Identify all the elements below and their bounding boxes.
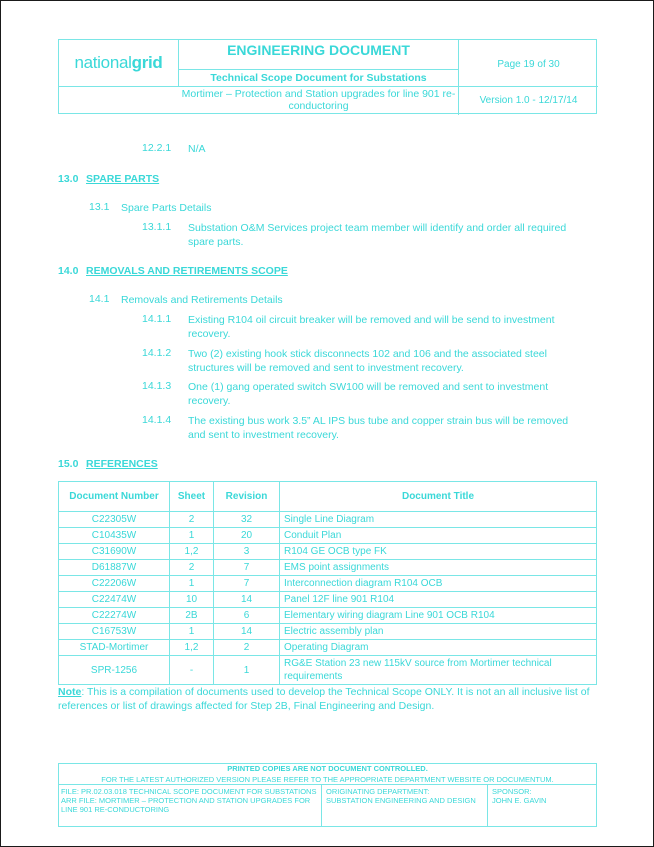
document-title-cell: Conduit Plan <box>280 528 597 544</box>
sheet-cell: 1 <box>170 576 214 592</box>
national-grid-logo <box>59 40 179 87</box>
document-version: Version 1.0 - 12/17/14 <box>458 87 598 115</box>
document-subtitle: Technical Scope Document for Substations <box>179 70 458 87</box>
revision-cell: 14 <box>214 592 280 608</box>
document-number-cell: C22474W <box>59 592 170 608</box>
footer-arr-file: ARR FILE: MORTIMER – PROTECTION AND STATION UPGRADES FOR LINE 901 RE-CONDUCTORING <box>61 796 311 814</box>
column-header-revision: Revision <box>214 482 280 512</box>
revision-cell: 7 <box>214 560 280 576</box>
header-empty-cell <box>59 87 179 115</box>
revision-cell: 6 <box>214 608 280 624</box>
item-number: 14.1.1 <box>142 313 172 325</box>
revision-cell: 3 <box>214 544 280 560</box>
table-row <box>59 640 597 656</box>
sheet-cell: - <box>170 656 214 685</box>
document-number-cell: C22206W <box>59 576 170 592</box>
document-number-cell: C31690W <box>59 544 170 560</box>
section-number: 14.0 <box>58 265 79 277</box>
item-text: Substation O&M Services project team member will identify and order all required spare parts. <box>188 222 567 248</box>
sheet-cell: 1,2 <box>170 544 214 560</box>
revision-cell: 14 <box>214 624 280 640</box>
logo-suffix: grid <box>131 53 163 72</box>
document-title-cell: EMS point assignments <box>280 560 597 576</box>
item-number: 14.1.4 <box>142 414 172 426</box>
section-number: 15.0 <box>58 458 79 470</box>
item-text: The existing bus work 3.5” AL IPS bus tube and copper strain bus will be removed and sent to investment recovery. <box>188 415 569 441</box>
table-row <box>59 512 597 528</box>
section-number: 13.0 <box>58 173 79 185</box>
logo-prefix: national <box>74 53 132 72</box>
subsection-number: 14.1 <box>89 293 110 305</box>
document-title-cell: Electric assembly plan <box>280 624 597 640</box>
item-number: 14.1.2 <box>142 347 172 359</box>
footer-sponsor-value: JOHN E. GAVIN <box>492 796 547 805</box>
item-text: Existing R104 oil circuit breaker will be removed and will be send to investment recovery. <box>188 314 555 340</box>
table-row <box>59 560 597 576</box>
document-title-cell: Operating Diagram <box>280 640 597 656</box>
table-row <box>59 592 597 608</box>
table-row <box>59 656 597 685</box>
item-text: One (1) gang operated switch SW100 will be removed and sent to investment recovery. <box>188 381 549 407</box>
sheet-cell: 1 <box>170 624 214 640</box>
footer-sponsor-label: SPONSOR: <box>492 787 532 796</box>
revision-cell: 2 <box>214 640 280 656</box>
sheet-cell: 2B <box>170 608 214 624</box>
sheet-cell: 2 <box>170 512 214 528</box>
table-row <box>59 624 597 640</box>
footer-sponsor-cell <box>487 785 596 826</box>
section-heading-references <box>58 457 158 471</box>
document-number-cell: SPR-1256 <box>59 656 170 685</box>
document-number-cell: STAD-Mortimer <box>59 640 170 656</box>
section-heading-spare-parts <box>58 172 159 186</box>
sheet-cell: 1 <box>170 528 214 544</box>
document-number-cell: C22274W <box>59 608 170 624</box>
document-title-cell: RG&E Station 23 new 115kV source from Mortimer technical requirements <box>280 656 597 685</box>
footer-department-label: ORIGINATING DEPARTMENT: <box>326 787 430 796</box>
item-text: N/A <box>188 143 206 155</box>
subsection-title: Removals and Retirements Details <box>121 294 283 306</box>
document-title-cell: Elementary wiring diagram Line 901 OCB R104 <box>280 608 597 624</box>
document-number-cell: C16753W <box>59 624 170 640</box>
column-header-document-number: Document Number <box>59 482 170 512</box>
revision-cell: 32 <box>214 512 280 528</box>
column-header-document-title: Document Title <box>280 482 597 512</box>
item-text: Two (2) existing hook stick disconnects 102 and 106 and the associated steel structures will be removed and sent to investment recovery. <box>188 348 547 374</box>
table-row <box>59 608 597 624</box>
document-title: ENGINEERING DOCUMENT <box>179 40 458 70</box>
sheet-cell: 1,2 <box>170 640 214 656</box>
sheet-cell: 2 <box>170 560 214 576</box>
note-label: Note <box>58 686 82 698</box>
revision-cell: 1 <box>214 656 280 685</box>
document-header <box>58 39 597 114</box>
table-header-row <box>59 482 597 512</box>
section-title: REFERENCES <box>86 458 158 470</box>
revision-cell: 7 <box>214 576 280 592</box>
document-footer <box>58 763 597 827</box>
document-title-cell: Single Line Diagram <box>280 512 597 528</box>
revision-cell: 20 <box>214 528 280 544</box>
section-title: SPARE PARTS <box>86 173 160 185</box>
subsection-number: 13.1 <box>89 201 110 213</box>
item-number: 14.1.3 <box>142 380 172 392</box>
sheet-cell: 10 <box>170 592 214 608</box>
table-row <box>59 576 597 592</box>
document-number-cell: C10435W <box>59 528 170 544</box>
section-title: REMOVALS AND RETIREMENTS SCOPE <box>86 265 288 277</box>
table-row <box>59 528 597 544</box>
footer-file-cell <box>61 787 319 814</box>
footer-department-value: SUBSTATION ENGINEERING AND DESIGN <box>326 796 476 805</box>
section-heading-removals <box>58 264 288 278</box>
project-name: Mortimer – Protection and Station upgrades for line 901 re-conductoring <box>181 88 456 112</box>
footer-file: FILE: PR.02.03.018 TECHNICAL SCOPE DOCUMENT FOR SUBSTATIONS <box>61 787 317 796</box>
footer-version-notice: FOR THE LATEST AUTHORIZED VERSION PLEASE REFER TO THE APPROPRIATE DEPARTMENT WEBSITE OR DOCUMENTUM. <box>59 774 596 785</box>
document-title-cell: Interconnection diagram R104 OCB <box>280 576 597 592</box>
note-text: : This is a compilation of documents used to develop the Technical Scope ONLY. It is not an all inclusive list of references or list of drawings affected for Step 2B, Final Engineering and Design. <box>58 686 590 712</box>
references-table <box>58 481 597 685</box>
footer-department-cell <box>321 785 485 826</box>
column-header-sheet: Sheet <box>170 482 214 512</box>
subsection-title: Spare Parts Details <box>121 202 212 214</box>
document-number-cell: C22305W <box>59 512 170 528</box>
footer-control-notice: PRINTED COPIES ARE NOT DOCUMENT CONTROLLED. <box>227 764 428 773</box>
document-title-cell: R104 GE OCB type FK <box>280 544 597 560</box>
references-note <box>58 685 597 713</box>
item-number: 12.2.1 <box>142 142 172 154</box>
page-number: Page 19 of 30 <box>458 40 598 87</box>
document-number-cell: D61887W <box>59 560 170 576</box>
document-title-cell: Panel 12F line 901 R104 <box>280 592 597 608</box>
table-row <box>59 544 597 560</box>
item-number: 13.1.1 <box>142 221 172 233</box>
